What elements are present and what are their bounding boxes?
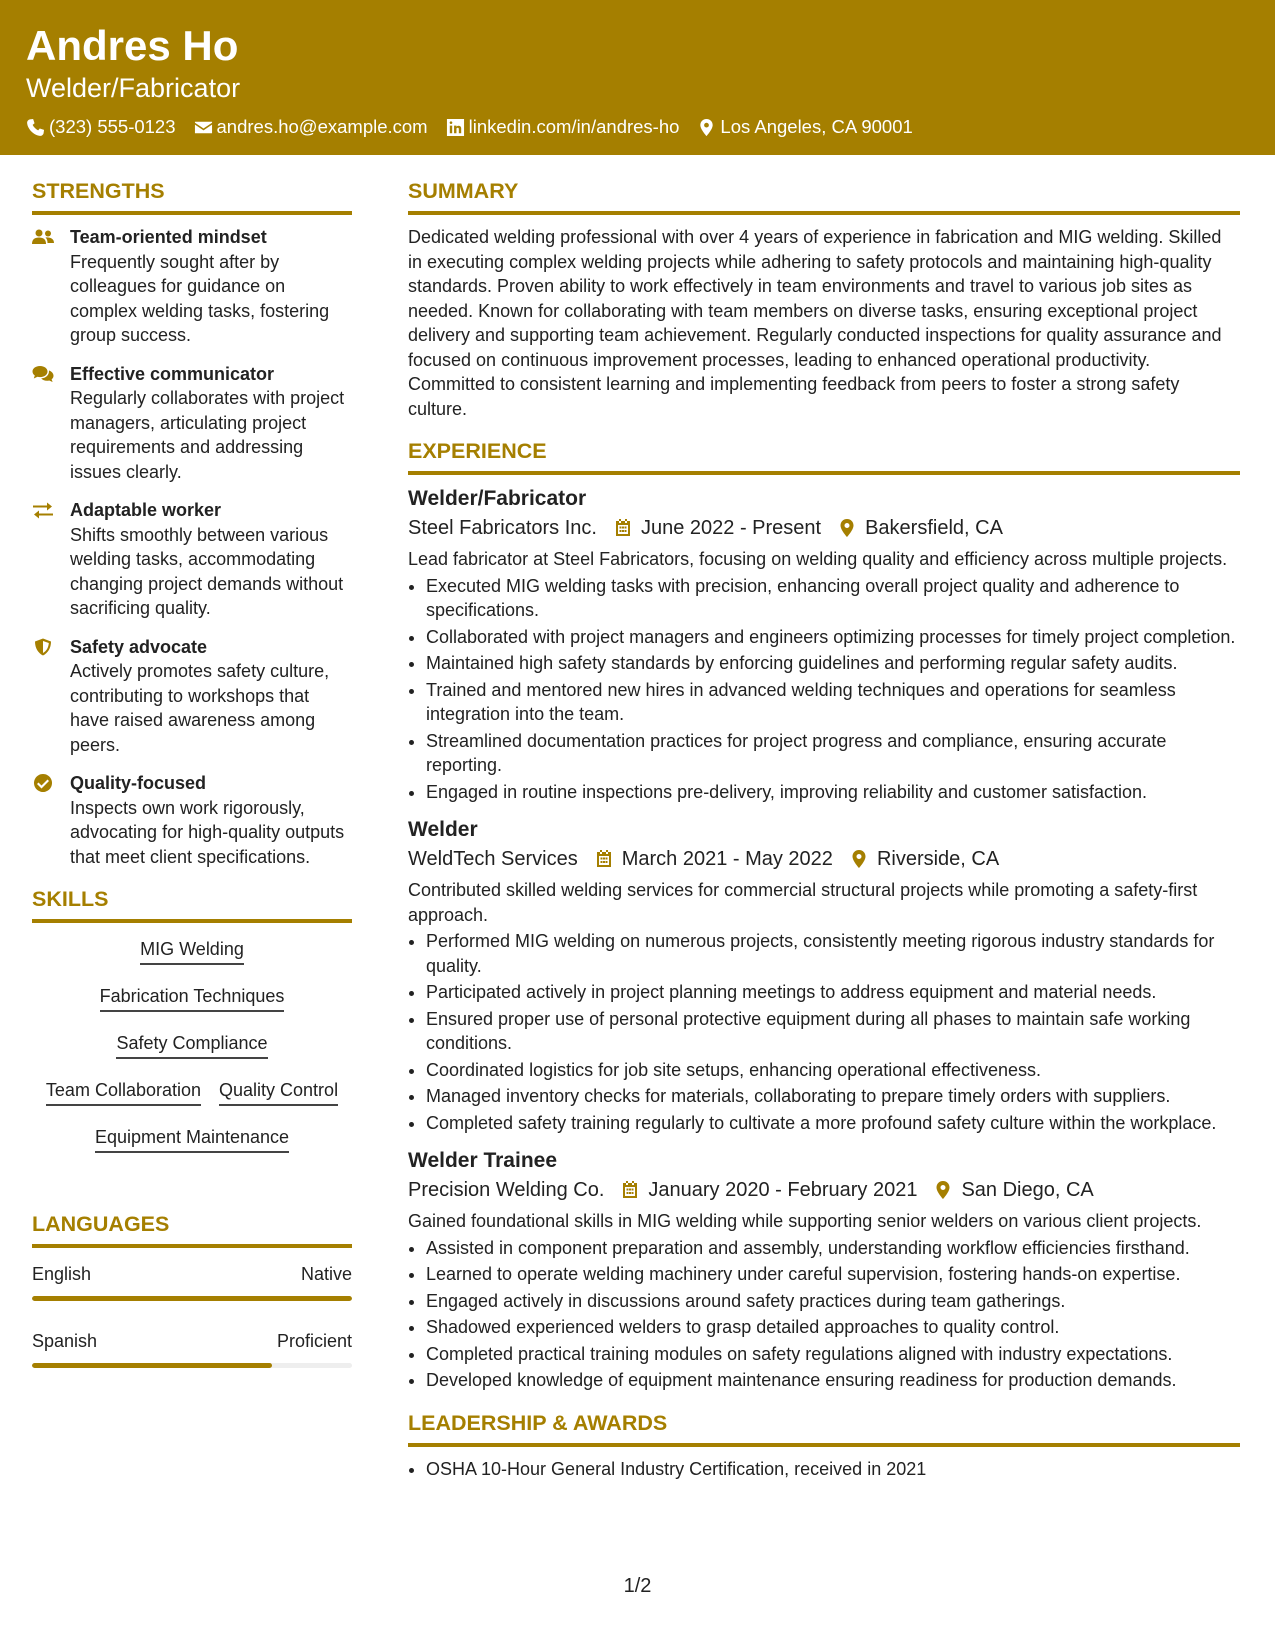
strength-description: Inspects own work rigorously, advocating for high-quality outputs that meet client specifications. [70,797,345,867]
job-bullet: • Collaborated with project managers and engineers optimizing processes for timely project completion. [426,625,1240,650]
job-meta [408,844,1240,874]
job-location: Riverside, CA [876,848,1000,870]
contact-phone-text: (323) 555-0123 [49,116,176,137]
job-description: Lead fabricator at Steel Fabricators, focusing on welding quality and efficiency across multiple projects. [408,549,1228,569]
job-dates: June 2022 - Present [640,517,822,539]
calendar-icon [620,1180,640,1200]
contact-bar [26,116,931,138]
page-number: 1/2 [623,1575,652,1597]
contact-location-text: Los Angeles, CA 90001 [720,116,913,137]
experience-list [408,485,1240,1393]
strength-title: Adaptable worker [70,500,222,520]
job-company: Precision Welding Co. [408,1179,605,1201]
job-bullet: • Learned to operate welding machinery under careful supervision, fostering hands-on expertise. [426,1262,1240,1287]
strength-description: Shifts smoothly between various welding tasks, accommodating changing project demands without sacrificing quality. [70,524,344,618]
job-entry [408,485,1240,804]
strength-item [32,635,352,758]
contact-location [697,116,912,138]
users-icon [32,227,54,247]
chat-bubbles-icon [32,364,54,384]
language-item [32,1262,352,1301]
job-meta [408,1175,1240,1205]
left-column [32,177,352,1368]
strength-description: Regularly collaborates with project managers, articulating project requirements and addressing issues clearly. [70,388,345,482]
job-bullet: • Participated actively in project planning meetings to address equipment and material needs. [426,980,1240,1005]
language-item [32,1329,352,1368]
job-entry [408,816,1240,1135]
strength-item [32,362,352,485]
job-bullet: • Managed inventory checks for materials, collaborating to prepare timely orders with suppliers. [426,1084,1240,1109]
job-bullet: • Executed MIG welding tasks with precision, enhancing overall project quality and adherence to specifications. [426,574,1240,623]
contact-linkedin-text: linkedin.com/in/andres-ho [468,116,680,137]
strength-item [32,498,352,621]
job-description: Gained foundational skills in MIG welding while supporting senior welders on various client projects. [408,1211,1202,1231]
leadership-list [408,1457,1240,1482]
skill-tag: Fabrication Techniques [100,984,285,1012]
contact-phone[interactable] [26,116,176,138]
exchange-arrows-icon [32,500,54,520]
job-description: Contributed skilled welding services for commercial structural projects while promoting a safety-first approach. [408,880,1198,925]
right-column [408,177,1240,1483]
contact-email[interactable] [194,116,428,138]
skills-heading: SKILLS [32,885,352,923]
leadership-heading: LEADERSHIP & AWARDS [408,1409,1240,1447]
shield-icon [32,637,54,657]
candidate-name: Andres Ho [26,22,239,69]
strength-title: Effective communicator [70,363,275,384]
job-bullet: • Completed practical training modules on safety regulations aligned with industry expectations. [426,1342,1240,1367]
contact-email-text: andres.ho@example.com [216,116,428,137]
strengths-heading: STRENGTHS [32,177,352,215]
job-location: San Diego, CA [961,1179,1094,1201]
strength-title: Team-oriented mindset [70,227,267,247]
job-bullet: • Shadowed experienced welders to grasp detailed approaches to quality control. [426,1315,1240,1340]
language-name: Spanish [32,1331,98,1351]
contact-linkedin[interactable] [446,116,680,138]
strength-title: Quality-focused [70,773,207,793]
calendar-icon [594,849,614,869]
calendar-icon [613,518,633,538]
resume-header [0,0,1275,155]
job-bullet: • Ensured proper use of personal protective equipment during all phases to maintain safe working conditions. [426,1007,1240,1056]
job-bullet: • Performed MIG welding on numerous projects, consistently meeting rigorous industry standards for quality. [426,929,1240,978]
job-bullets [408,574,1240,805]
languages-heading: LANGUAGES [32,1210,352,1248]
job-bullet: • Assisted in component preparation and assembly, understanding workflow efficiencies firsthand. [426,1236,1240,1261]
job-bullet: • Engaged in routine inspections pre-delivery, improving reliability and customer satisfaction. [426,780,1240,805]
job-bullet: • Developed knowledge of equipment maintenance ensuring readiness for production demands. [426,1368,1240,1393]
leadership-item: • OSHA 10-Hour General Industry Certification, received in 2021 [426,1457,1240,1482]
check-circle-icon [32,773,54,793]
location-pin-icon [697,118,716,137]
job-bullet: • Trained and mentored new hires in advanced welding techniques and operations for seamless integration into the team. [426,678,1240,727]
skill-tag: Quality Control [219,1078,338,1106]
strength-title: Safety advocate [70,636,208,657]
language-level: Proficient [276,1331,352,1351]
phone-icon [26,118,45,137]
job-meta [408,513,1240,543]
language-level: Native [300,1264,352,1284]
language-proficiency-fill [32,1363,272,1368]
location-pin-icon [933,1180,953,1200]
strength-description: Actively promotes safety culture, contributing to workshops that have raised awareness among peers. [70,661,330,755]
strength-description: Frequently sought after by colleagues for guidance on complex welding tasks, fostering group success. [70,251,330,345]
job-title: Welder/Fabricator [408,487,587,510]
experience-heading: EXPERIENCE [408,437,1240,475]
job-company: WeldTech Services [408,848,578,870]
job-entry [408,1147,1240,1393]
skill-tag: MIG Welding [140,937,244,965]
skills-list [32,937,352,1172]
job-dates: January 2020 - February 2021 [648,1179,918,1201]
candidate-title: Welder/Fabricator [26,73,241,103]
location-pin-icon [837,518,857,538]
job-bullets [408,929,1240,1135]
job-dates: March 2021 - May 2022 [621,848,833,870]
skill-tag: Equipment Maintenance [95,1125,289,1153]
skill-tag: Safety Compliance [116,1031,267,1059]
envelope-icon [194,118,213,137]
job-bullets [408,1236,1240,1393]
language-proficiency-bar [32,1363,352,1368]
job-bullet: • Coordinated logistics for job site setups, enhancing operational effectiveness. [426,1058,1240,1083]
job-company: Steel Fabricators Inc. [408,517,597,539]
linkedin-icon [446,118,465,137]
job-bullet: • Maintained high safety standards by enforcing guidelines and performing regular safety audits. [426,651,1240,676]
job-location: Bakersfield, CA [865,517,1003,539]
language-name: English [32,1264,92,1284]
location-pin-icon [849,849,869,869]
job-bullet: • Completed safety training regularly to cultivate a more profound safety culture within the workplace. [426,1111,1240,1136]
summary-text: Dedicated welding professional with over 4 years of experience in fabrication and MIG welding. Skilled in executing complex welding projects while adhering to safety protocols and maintaining high-quality standards. Proven ability to work effectively in team environments and travel to various job sites as needed. Known for collaborating with team members on diverse tasks, ensuring exceptional project delivery and supporting team achievement. Regularly conducted inspections for quality assurance and focused on continuous improvement processes, leading to enhanced operational productivity. Committed to consistent learning and implementing feedback from peers to foster a strong safety culture. [408,227,1222,419]
summary-heading: SUMMARY [408,177,1240,215]
job-bullet: • Engaged actively in discussions around safety practices during team gatherings. [426,1289,1240,1314]
strength-item [32,771,352,869]
language-proficiency-fill [32,1296,352,1301]
job-bullet: • Streamlined documentation practices for project progress and compliance, ensuring accurate reporting. [426,729,1240,778]
language-proficiency-bar [32,1296,352,1301]
job-title: Welder Trainee [408,1149,558,1172]
skill-tag: Team Collaboration [46,1078,201,1106]
strength-item [32,225,352,348]
job-title: Welder [408,818,478,841]
